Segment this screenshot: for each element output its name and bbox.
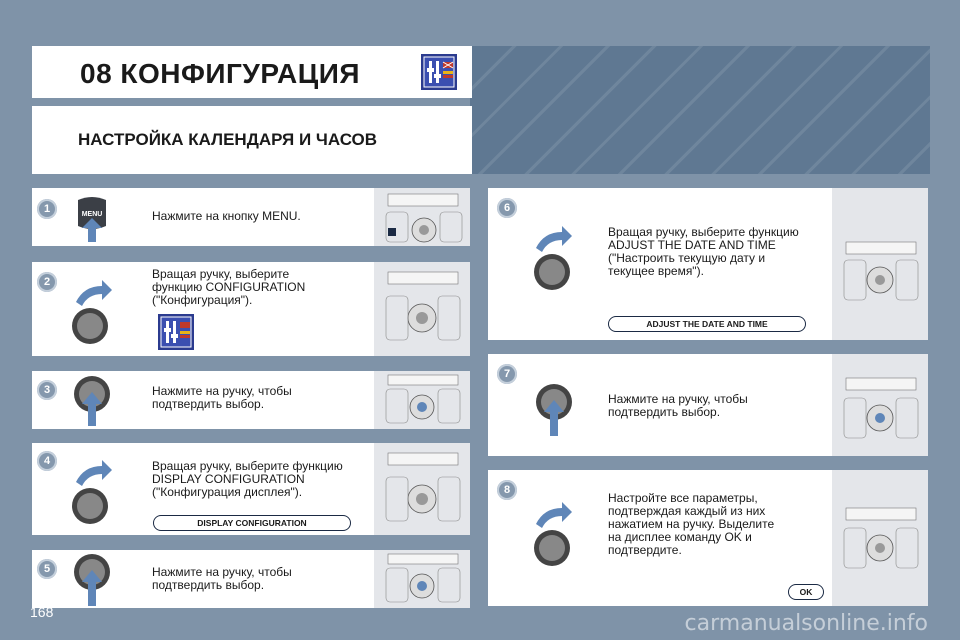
step-2-badge: 2 [37,272,57,292]
step-4-text: Вращая ручку, выберите функцию DISPLAY CONFIGURATION ("Конфигурация дисплея"). [152,459,343,499]
step-8-badge: 8 [497,480,517,500]
menu-button-icon [76,196,108,242]
control-panel-image [832,354,928,456]
press-knob-icon [534,382,574,436]
step-1-text: Нажмите на кнопку MENU. [152,209,301,223]
radio-control-icon [374,371,470,429]
press-knob-icon [72,552,112,606]
step-3-badge: 3 [37,380,57,400]
control-panel-image [832,470,928,606]
press-knob-icon [72,374,112,426]
control-panel-image [374,262,470,356]
control-panel-image [374,188,470,246]
step-7-badge: 7 [497,364,517,384]
step-2-text: Вращая ручку, выберите функцию CONFIGURATION ("Конфигурация"). [152,267,306,307]
page-title: 08 КОНФИГУРАЦИЯ [80,58,360,89]
control-panel-image [832,188,928,340]
control-panel-image [374,443,470,535]
adjust-date-time-menu-item: ADJUST THE DATE AND TIME [608,316,806,332]
rotate-knob-icon [530,502,580,572]
radio-control-icon [832,470,928,606]
configuration-icon [421,54,457,90]
radio-control-icon [374,443,470,535]
step-4-badge: 4 [37,451,57,471]
step-3-text: Нажмите на ручку, чтобы подтвердить выбор. [152,384,292,411]
configuration-icon [158,314,194,350]
radio-control-icon [374,188,470,246]
menu-button-label: MENU [81,211,103,218]
step-5-badge: 5 [37,559,57,579]
header-hatch-decoration [470,46,930,174]
radio-control-icon [374,550,470,608]
watermark: carmanualsonline.info [684,611,928,636]
control-panel-image [374,371,470,429]
radio-control-icon [832,188,928,340]
page-number: 168 [30,604,54,620]
step-8-text: Настройте все параметры, подтверждая каждый из них нажатием на ручку. Выделите на дисплее команду OK и подтвердите. [608,491,775,557]
step-1-badge: 1 [37,199,57,219]
step-6-text: Вращая ручку, выберите функцию ADJUST THE DATE AND TIME ("Настроить текущую дату и текущее время"). [608,225,799,278]
ok-menu-item: OK [788,584,824,600]
step-6-badge: 6 [497,198,517,218]
rotate-knob-icon [70,460,120,530]
display-configuration-menu-item: DISPLAY CONFIGURATION [153,515,351,531]
section-title: НАСТРОЙКА КАЛЕНДАРЯ И ЧАСОВ [78,130,378,149]
control-panel-image [374,550,470,608]
step-7-text: Нажмите на ручку, чтобы подтвердить выбор. [608,392,748,419]
radio-control-icon [832,354,928,456]
radio-control-icon [374,262,470,356]
step-5-text: Нажмите на ручку, чтобы подтвердить выбор. [152,565,292,592]
rotate-knob-icon [530,226,580,296]
rotate-knob-icon [70,280,120,350]
